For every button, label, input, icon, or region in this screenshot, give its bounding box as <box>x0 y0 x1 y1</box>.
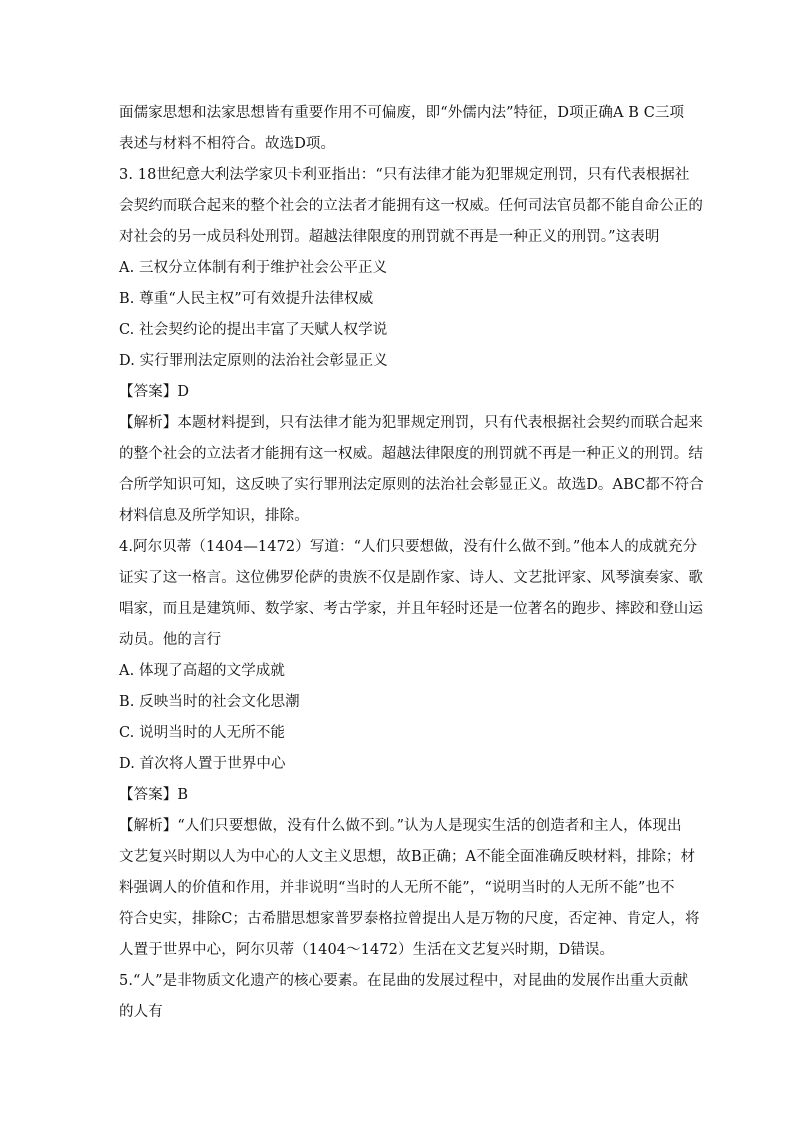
text-line: 人置于世界中心，阿尔贝蒂（1404～1472）生活在文艺复兴时期，D错误。 <box>119 942 615 958</box>
text-line: 文艺复兴时期以人为中心的人文主义思想，故B正确；A不能全面准确反映材料，排除；材 <box>119 849 696 865</box>
text-line: 的人有 <box>119 1004 163 1020</box>
text-line: 料强调人的价值和作用，并非说明“当时的人无所不能”，“说明当时的人无所不能”也不 <box>119 880 675 896</box>
text-line: 对社会的另一成员科处刑罚。超越法律限度的刑罚就不再是一种正义的刑罚。”这表明 <box>119 229 660 245</box>
text-line: 动员。他的言行 <box>119 632 222 648</box>
question-stem: 4.阿尔贝蒂（1404—1472）写道：“人们只要想做，没有什么做不到。”他本人的成就充分 <box>119 539 698 555</box>
text-line: 面儒家思想和法家思想皆有重要作用不可偏废，即“外儒内法”特征，D项正确A B C三项 <box>119 105 685 121</box>
document-body <box>119 98 704 1028</box>
text-line: 符合史实，排除C；古希腊思想家普罗泰格拉曾提出人是万物的尺度，否定神、肯定人，将 <box>119 911 700 927</box>
text-line: 的整个社会的立法者才能拥有这一权威。超越法律限度的刑罚就不再是一种正义的刑罚。结 <box>119 446 703 462</box>
answer-label: 【答案】D <box>119 384 190 400</box>
question-stem: 5.“人”是非物质文化遗产的核心要素。在昆曲的发展过程中，对昆曲的发展作出重大贡献 <box>119 973 689 989</box>
question-stem: 3. 18世纪意大利法学家贝卡利亚指出：“只有法律才能为犯罪规定刑罚，只有代表根据社 <box>119 167 690 183</box>
option-b: B. 反映当时的社会文化思潮 <box>119 694 300 710</box>
option-c: C. 社会契约论的提出丰富了天赋人权学说 <box>119 322 388 338</box>
answer-label: 【答案】B <box>119 787 189 803</box>
analysis-text: 【解析】本题材料提到，只有法律才能为犯罪规定刑罚，只有代表根据社会契约而联合起来 <box>119 415 703 431</box>
text-line: 证实了这一格言。这位佛罗伦萨的贵族不仅是剧作家、诗人、文艺批评家、风琴演奏家、歌 <box>119 570 703 586</box>
option-a: A. 三权分立体制有利于维护社会公平正义 <box>119 260 388 276</box>
text-line: 表述与材料不相符合。故选D项。 <box>119 136 336 152</box>
text-line: 唱家，而且是建筑师、数学家、考古学家，并且年轻时还是一位著名的跑步、摔跤和登山运 <box>119 601 703 617</box>
text-line: 材料信息及所学知识，排除。 <box>119 508 309 524</box>
option-d: D. 首次将人置于世界中心 <box>119 756 286 772</box>
text-line: 会契约而联合起来的整个社会的立法者才能拥有这一权威。任何司法官员都不能自命公正的 <box>119 198 703 214</box>
option-d: D. 实行罪刑法定原则的法治社会彰显正义 <box>119 353 388 369</box>
option-b: B. 尊重“人民主权”可有效提升法律权威 <box>119 291 374 307</box>
option-c: C. 说明当时的人无所不能 <box>119 725 286 741</box>
analysis-text: 【解析】“人们只要想做，没有什么做不到。”认为人是现实生活的创造者和主人，体现出 <box>119 818 682 834</box>
text-line: 合所学知识可知，这反映了实行罪刑法定原则的法治社会彰显正义。故选D。ABC都不符合 <box>119 477 704 493</box>
option-a: A. 体现了高超的文学成就 <box>119 663 285 679</box>
